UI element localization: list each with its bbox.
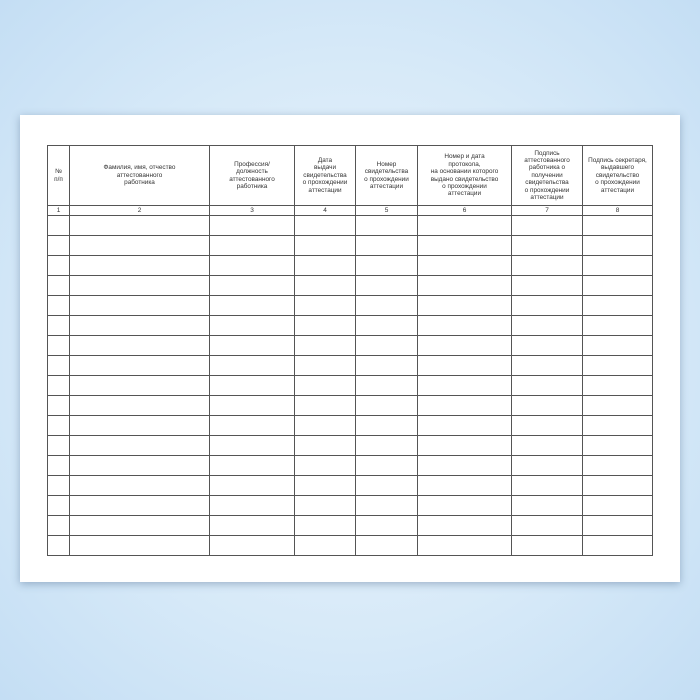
table-cell	[210, 316, 295, 336]
table-cell	[418, 236, 512, 256]
table-cell	[583, 256, 653, 276]
document-page	[20, 115, 680, 582]
table-cell	[70, 236, 210, 256]
table-cell	[583, 356, 653, 376]
column-number: 1	[48, 206, 70, 216]
table-cell	[512, 516, 583, 536]
table-cell	[583, 396, 653, 416]
table-cell	[583, 236, 653, 256]
table-cell	[512, 496, 583, 516]
table-cell	[583, 476, 653, 496]
table-cell	[512, 276, 583, 296]
table-cell	[512, 456, 583, 476]
table-cell	[48, 256, 70, 276]
table-cell	[356, 436, 418, 456]
table-cell	[210, 476, 295, 496]
table-cell	[418, 396, 512, 416]
attestation-register-table	[47, 145, 653, 556]
column-number: 2	[70, 206, 210, 216]
table-cell	[512, 536, 583, 556]
table-row	[48, 436, 653, 456]
table-cell	[418, 336, 512, 356]
table-row	[48, 416, 653, 436]
table-cell	[70, 356, 210, 376]
table-cell	[48, 436, 70, 456]
table-cell	[48, 336, 70, 356]
column-number: 6	[418, 206, 512, 216]
column-number: 5	[356, 206, 418, 216]
table-cell	[210, 216, 295, 236]
table-cell	[418, 476, 512, 496]
table-cell	[418, 216, 512, 236]
table-cell	[70, 476, 210, 496]
table-cell	[210, 336, 295, 356]
table-cell	[356, 396, 418, 416]
table-cell	[512, 256, 583, 276]
table-cell	[583, 436, 653, 456]
table-cell	[48, 456, 70, 476]
header-certificate-number: Номер свидетельства о прохождении аттестации	[356, 146, 418, 206]
table-cell	[356, 216, 418, 236]
table-cell	[210, 516, 295, 536]
table-cell	[512, 356, 583, 376]
table-cell	[210, 436, 295, 456]
column-number: 3	[210, 206, 295, 216]
table-row	[48, 396, 653, 416]
header-row	[48, 146, 653, 206]
table-cell	[418, 456, 512, 476]
table-cell	[70, 456, 210, 476]
table-cell	[356, 376, 418, 396]
table-cell	[356, 416, 418, 436]
column-number: 8	[583, 206, 653, 216]
table-cell	[295, 436, 356, 456]
table-cell	[210, 376, 295, 396]
table-cell	[583, 496, 653, 516]
table-row	[48, 336, 653, 356]
header-secretary-signature: Подпись секретаря, выдавшего свидетельство о прохождении аттестации	[583, 146, 653, 206]
register-body	[48, 216, 653, 556]
table-cell	[418, 436, 512, 456]
table-cell	[295, 476, 356, 496]
table-cell	[48, 316, 70, 336]
table-cell	[512, 476, 583, 496]
table-cell	[70, 316, 210, 336]
table-cell	[583, 296, 653, 316]
table-cell	[583, 336, 653, 356]
table-cell	[48, 296, 70, 316]
header-employee-signature: Подпись аттестованного работника о получении свидетельства о прохождении аттестации	[512, 146, 583, 206]
table-cell	[356, 296, 418, 316]
table-cell	[70, 416, 210, 436]
table-cell	[210, 296, 295, 316]
table-cell	[48, 496, 70, 516]
table-cell	[70, 516, 210, 536]
table-cell	[210, 356, 295, 376]
table-cell	[583, 276, 653, 296]
header-index: № п/п	[48, 146, 70, 206]
table-cell	[48, 396, 70, 416]
table-cell	[70, 276, 210, 296]
table-cell	[70, 336, 210, 356]
table-cell	[295, 316, 356, 336]
table-cell	[418, 256, 512, 276]
table-cell	[356, 336, 418, 356]
table-cell	[512, 376, 583, 396]
column-number-row	[48, 206, 653, 216]
table-row	[48, 356, 653, 376]
table-cell	[210, 256, 295, 276]
table-cell	[295, 376, 356, 396]
table-cell	[512, 416, 583, 436]
table-cell	[210, 416, 295, 436]
table-row	[48, 296, 653, 316]
table-cell	[512, 396, 583, 416]
table-cell	[583, 456, 653, 476]
table-cell	[418, 536, 512, 556]
table-cell	[295, 296, 356, 316]
table-cell	[512, 316, 583, 336]
table-cell	[356, 356, 418, 376]
table-row	[48, 376, 653, 396]
table-cell	[356, 276, 418, 296]
table-cell	[512, 216, 583, 236]
table-cell	[295, 236, 356, 256]
table-cell	[356, 516, 418, 536]
table-row	[48, 476, 653, 496]
table-cell	[356, 316, 418, 336]
table-cell	[356, 236, 418, 256]
table-cell	[418, 516, 512, 536]
table-cell	[356, 456, 418, 476]
table-cell	[418, 496, 512, 516]
table-cell	[512, 336, 583, 356]
table-cell	[295, 216, 356, 236]
table-cell	[356, 256, 418, 276]
table-cell	[512, 436, 583, 456]
table-cell	[48, 216, 70, 236]
table-cell	[512, 296, 583, 316]
table-cell	[583, 516, 653, 536]
table-cell	[295, 416, 356, 436]
table-cell	[70, 496, 210, 516]
table-cell	[210, 456, 295, 476]
table-cell	[48, 356, 70, 376]
table-cell	[583, 316, 653, 336]
table-cell	[295, 396, 356, 416]
table-cell	[70, 296, 210, 316]
table-cell	[295, 496, 356, 516]
table-row	[48, 496, 653, 516]
table-row	[48, 456, 653, 476]
table-cell	[418, 276, 512, 296]
table-cell	[583, 416, 653, 436]
table-row	[48, 256, 653, 276]
table-cell	[418, 296, 512, 316]
table-cell	[70, 396, 210, 416]
header-issue-date: Дата выдачи свидетельства о прохождении аттестации	[295, 146, 356, 206]
table-cell	[356, 476, 418, 496]
table-row	[48, 216, 653, 236]
table-cell	[210, 396, 295, 416]
table-cell	[210, 536, 295, 556]
table-cell	[295, 456, 356, 476]
table-row	[48, 316, 653, 336]
table-cell	[70, 256, 210, 276]
table-cell	[210, 496, 295, 516]
table-cell	[583, 216, 653, 236]
table-cell	[70, 436, 210, 456]
table-cell	[418, 416, 512, 436]
table-row	[48, 536, 653, 556]
table-row	[48, 236, 653, 256]
table-cell	[210, 276, 295, 296]
table-cell	[295, 276, 356, 296]
table-row	[48, 516, 653, 536]
table-cell	[512, 236, 583, 256]
table-cell	[583, 536, 653, 556]
table-cell	[295, 336, 356, 356]
table-cell	[48, 536, 70, 556]
header-full-name: Фамилия, имя, отчество аттестованного работника	[70, 146, 210, 206]
column-number: 4	[295, 206, 356, 216]
table-cell	[295, 356, 356, 376]
table-cell	[210, 236, 295, 256]
table-cell	[48, 376, 70, 396]
table-cell	[418, 316, 512, 336]
table-cell	[418, 356, 512, 376]
table-cell	[48, 276, 70, 296]
table-cell	[295, 256, 356, 276]
table-cell	[295, 536, 356, 556]
table-cell	[70, 376, 210, 396]
table-row	[48, 276, 653, 296]
table-cell	[48, 236, 70, 256]
table-cell	[356, 536, 418, 556]
table-cell	[70, 536, 210, 556]
column-number: 7	[512, 206, 583, 216]
table-cell	[48, 416, 70, 436]
table-cell	[356, 496, 418, 516]
header-profession: Профессия/ должность аттестованного работника	[210, 146, 295, 206]
table-cell	[48, 476, 70, 496]
header-protocol: Номер и дата протокола, на основании которого выдано свидетельство о прохождении аттестации	[418, 146, 512, 206]
table-cell	[295, 516, 356, 536]
table-cell	[70, 216, 210, 236]
table-cell	[583, 376, 653, 396]
table-cell	[48, 516, 70, 536]
table-cell	[418, 376, 512, 396]
